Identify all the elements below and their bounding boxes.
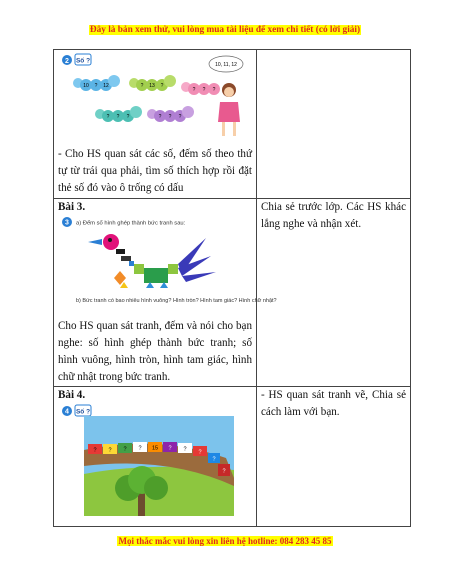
left-cell xyxy=(54,199,277,387)
right-cell xyxy=(257,50,411,199)
caterpillar-number: 12 xyxy=(103,83,109,89)
caterpillar-number: ? xyxy=(94,83,98,89)
train-car-number: ? xyxy=(222,468,226,475)
table-row xyxy=(54,50,411,199)
train-car-number: ? xyxy=(138,445,142,452)
caterpillar-blue xyxy=(73,75,120,91)
table-row xyxy=(54,199,411,387)
caterpillar-number: ? xyxy=(126,114,130,120)
exercise-title: Bài 4. xyxy=(58,389,86,401)
left-cell xyxy=(54,387,257,527)
caterpillar-purple xyxy=(147,106,194,122)
left-cell xyxy=(54,50,257,199)
right-cell xyxy=(257,199,411,387)
right-cell xyxy=(257,387,411,527)
exercise-number: 4 xyxy=(65,408,69,416)
train-car-number: ? xyxy=(168,445,172,452)
hotline-notice xyxy=(0,536,450,546)
train-car-number: ? xyxy=(212,456,216,463)
preview-notice-text: Đây là bản xem thử, vui lòng mua tài liệu để xem chi tiết (có lời giải) xyxy=(89,25,361,35)
train-car-number: ? xyxy=(198,449,202,456)
train-car-number: ? xyxy=(123,446,127,453)
caterpillar-number: 13 xyxy=(149,83,155,89)
caterpillar-teal xyxy=(95,106,142,122)
train-car-number: ? xyxy=(183,446,187,453)
train-car-number: ? xyxy=(108,447,112,454)
caterpillar-number: ? xyxy=(212,87,216,93)
caterpillar-number: ? xyxy=(140,83,144,89)
caterpillar-green xyxy=(129,75,176,91)
caterpillar-figure xyxy=(58,50,252,146)
girl-with-speech-bubble xyxy=(209,56,243,136)
hotline-notice-text: Mọi thắc mắc vui lòng xin liên hệ hotline: 084 283 45 85 xyxy=(118,536,332,546)
number-badge-label: Số ? xyxy=(75,57,91,65)
number-badge-label: Số ? xyxy=(75,408,91,416)
question-a: a) Đếm số hình ghép thành bức tranh sau: xyxy=(76,220,186,227)
train-car-number: 15 xyxy=(151,445,159,452)
caterpillar-number: ? xyxy=(168,114,172,120)
caterpillar-number: ? xyxy=(178,114,182,120)
caterpillar-pink xyxy=(181,82,220,95)
activity-text: - HS quan sát tranh vẽ, Chia sẻ cách làm với bạn. xyxy=(261,389,406,418)
shape-bird xyxy=(88,234,216,288)
question-b: b) Bức tranh có bao nhiêu hình vuông? Hình tròn? Hình tam giác? Hình chữ nhật? xyxy=(76,298,277,304)
exercise-title: Bài 3. xyxy=(58,201,86,213)
caterpillar-number: ? xyxy=(116,114,120,120)
caterpillar-number: 10 xyxy=(83,83,89,89)
exercise-number: 3 xyxy=(65,219,69,227)
caterpillar-number: ? xyxy=(106,114,110,120)
caterpillar-number: ? xyxy=(158,114,162,120)
preview-notice xyxy=(0,25,450,35)
train-car-number: ? xyxy=(93,447,97,454)
caterpillar-number: ? xyxy=(202,87,206,93)
instruction-text: Cho HS quan sát tranh, đếm và nói cho bạn nghe: số hình ghép thành bức tranh; số hình vuông, hình tròn, hình tam giác, hình chữ nhật trong bức tranh. xyxy=(58,320,252,383)
shape-bird-figure xyxy=(58,216,277,318)
exercise-number: 2 xyxy=(65,58,69,65)
table-row xyxy=(54,387,411,527)
activity-text: Chia sẻ trước lớp. Các HS khác lắng nghe và nhận xét. xyxy=(261,201,406,230)
caterpillar-number: ? xyxy=(192,87,196,93)
train-figure xyxy=(58,404,252,526)
lesson-table xyxy=(53,49,411,527)
caterpillar-number: ? xyxy=(160,83,164,89)
speech-bubble-text: 10, 11, 12 xyxy=(215,62,237,68)
instruction-text: - Cho HS quan sát các số, đếm số theo thứ tự từ trái qua phải, tìm số thích hợp rồi đặt thẻ số đó vào ô trống có dấu xyxy=(58,148,252,194)
